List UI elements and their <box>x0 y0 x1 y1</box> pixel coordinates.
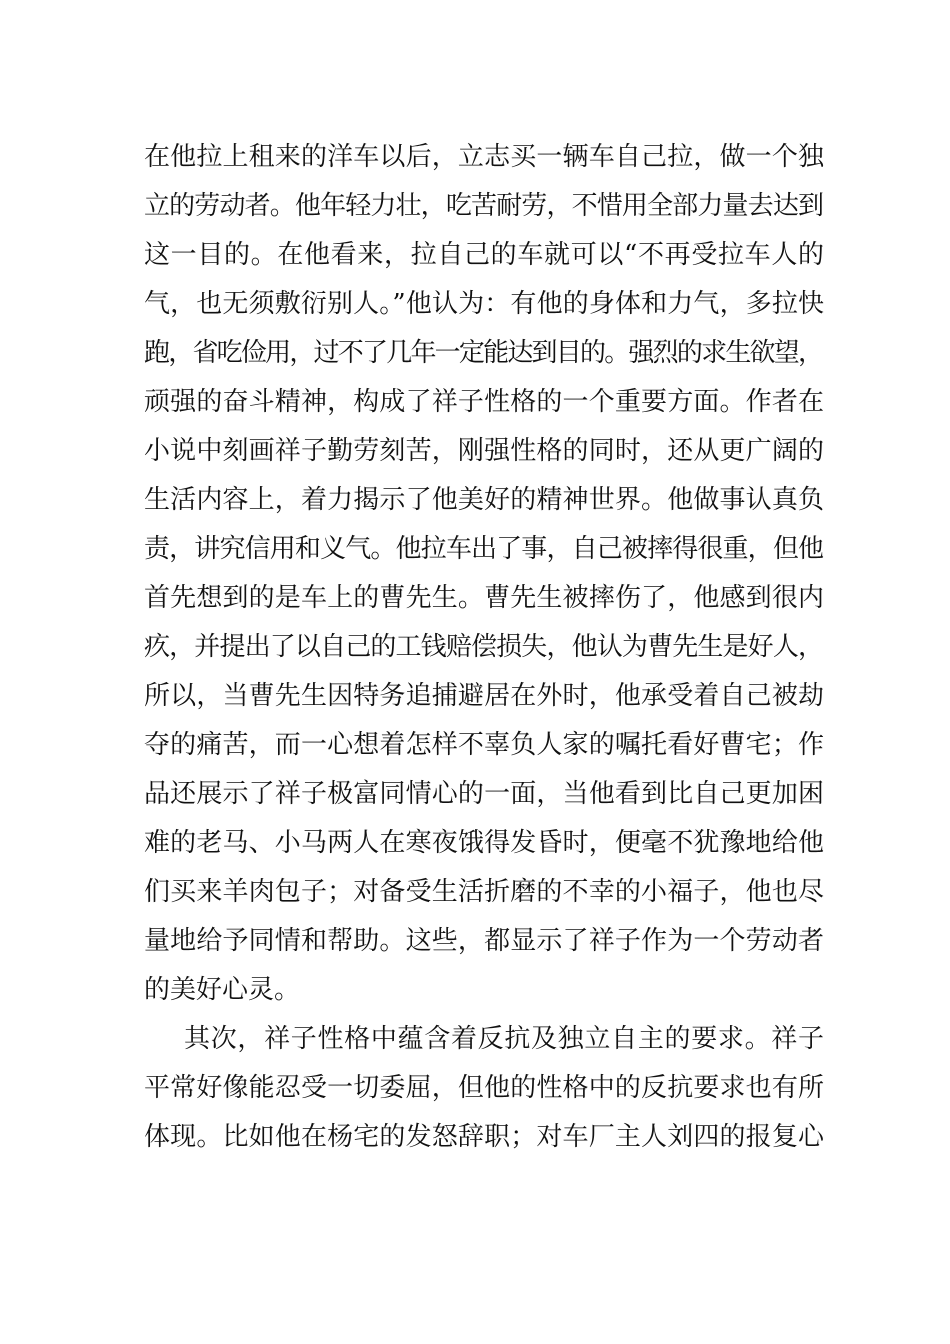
text-line: 顽强的奋斗精神，构成了祥子性格的一个重要方面。作者在 <box>144 387 825 417</box>
text-line: 立的劳动者。他年轻力壮，吃苦耐劳，不惜用全部力量去达到 <box>144 191 824 221</box>
text-line: 疚，并提出了以自己的工钱赔偿损失，他认为曹先生是好人， <box>144 632 824 662</box>
text-line: 夺的痛苦，而一心想着怎样不辜负人家的嘱托看好曹宅；作 <box>144 730 825 760</box>
text-line: 责，讲究信用和义气。他拉车出了事，自己被摔得很重，但他 <box>144 534 824 564</box>
text-line: 量地给予同情和帮助。这些，都显示了祥子作为一个劳动者 <box>144 926 825 956</box>
text-line: 这一目的。在他看来，拉自己的车就可以“不再受拉车人的 <box>144 240 825 270</box>
body-text <box>144 133 824 1162</box>
text-line: 品还展示了祥子极富同情心的一面，当他看到比自己更加困 <box>144 779 825 809</box>
text-line: 其次，祥子性格中蕴含着反抗及独立自主的要求。祥子 <box>184 1024 825 1054</box>
text-line: 在他拉上租来的洋车以后，立志买一辆车自己拉，做一个独 <box>144 142 825 172</box>
text-line: 难的老马、小马两人在寒夜饿得发昏时，便毫不犹豫地给他 <box>144 828 825 858</box>
text-line: 首先想到的是车上的曹先生。曹先生被摔伤了，他感到很内 <box>144 583 825 613</box>
text-line: 生活内容上，着力揭示了他美好的精神世界。他做事认真负 <box>144 485 825 515</box>
text-line: 小说中刻画祥子勤劳刻苦，刚强性格的同时，还从更广阔的 <box>144 436 825 466</box>
text-line: 跑，省吃俭用，过不了几年一定能达到目的。强烈的求生欲望， <box>144 338 823 368</box>
text-line: 们买来羊肉包子；对备受生活折磨的不幸的小福子，他也尽 <box>144 877 825 907</box>
text-line: 的美好心灵。 <box>144 975 301 1005</box>
text-line: 平常好像能忍受一切委屈，但他的性格中的反抗要求也有所 <box>144 1073 825 1103</box>
text-line: 所以，当曹先生因特务追捕避居在外时，他承受着自己被劫 <box>144 681 825 711</box>
text-line: 体现。比如他在杨宅的发怒辞职；对车厂主人刘四的报复心 <box>144 1122 825 1152</box>
text-line: 气，也无须敷衍别人。”他认为：有他的身体和力气，多拉快 <box>144 289 825 319</box>
